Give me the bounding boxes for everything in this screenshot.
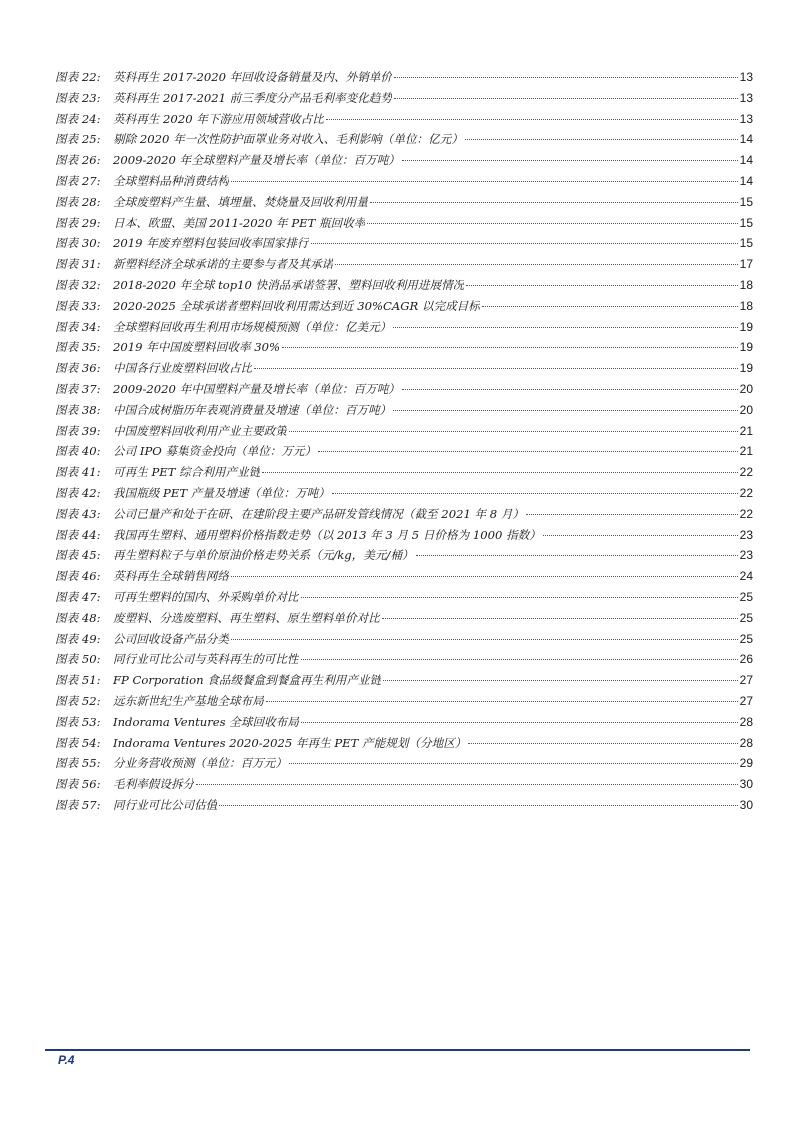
toc-entry-label: 图表 22: <box>55 70 101 84</box>
toc-dot-leader <box>301 722 738 723</box>
toc-dot-leader <box>266 701 738 702</box>
toc-entry-page-number[interactable]: 27 <box>739 693 753 708</box>
toc-entry-label: 图表 24: <box>55 111 101 126</box>
toc-dot-leader <box>382 618 738 619</box>
toc-entry-page-number[interactable]: 25 <box>739 610 753 625</box>
toc-entry-title[interactable]: 剔除 2020 年一次性防护面罩业务对收入、毛利影响（单位：亿元） <box>113 132 463 147</box>
toc-entry[interactable] <box>55 111 753 132</box>
toc-dot-leader <box>231 639 738 640</box>
toc-entry-label: 图表 32: <box>55 277 101 292</box>
toc-entry-title[interactable]: 2019 年中国废塑料回收率 30% <box>113 340 280 355</box>
toc-entry-page-number[interactable]: 21 <box>739 444 753 459</box>
toc-dot-leader <box>301 597 738 598</box>
toc-entry-title[interactable]: 毛利率假设拆分 <box>113 777 195 792</box>
toc-entry-title[interactable]: 公司 IPO 募集资金投向（单位：万元） <box>113 444 317 459</box>
toc-entry-title[interactable]: 英科再生 2017-2021 前三季度分产品毛利率变化趋势 <box>113 90 392 105</box>
toc-entry-title[interactable]: 全球塑料回收再生利用市场规模预测（单位：亿美元） <box>113 319 392 334</box>
toc-entry-title[interactable]: 分业务营收预测（单位：百万元） <box>113 756 287 771</box>
toc-dot-leader <box>311 243 738 244</box>
toc-entry-label: 图表 46: <box>55 569 101 584</box>
toc-entry[interactable] <box>55 215 753 236</box>
toc-dot-leader <box>231 181 738 182</box>
toc-dot-leader <box>219 805 737 806</box>
toc-entry[interactable] <box>55 589 753 610</box>
toc-entry-label: 图表 34: <box>55 319 101 334</box>
toc-dot-leader <box>370 202 738 203</box>
toc-entry-page-number[interactable]: 21 <box>739 423 753 438</box>
toc-entry-title[interactable]: 中国各行业废塑料回收占比 <box>113 361 253 376</box>
toc-entry-title[interactable]: 2009-2020 年中国塑料产量及增长率（单位：百万吨） <box>113 381 400 396</box>
toc-entry-title[interactable]: 我国再生塑料、通用塑料价格指数走势（以 2013 年 3 月 5 日价格为 1000 指数） <box>113 527 541 542</box>
toc-entry-label: 图表 53: <box>55 714 101 729</box>
toc-entry-title[interactable]: 英科再生 2020 年下游应用领域营收占比 <box>113 111 324 126</box>
toc-entry-page-number[interactable]: 15 <box>739 236 753 251</box>
toc-entry-label: 图表 31: <box>55 257 101 272</box>
toc-dot-leader <box>416 555 738 556</box>
toc-dot-leader <box>196 784 737 785</box>
toc-entry-title[interactable]: 2019 年废弃塑料包装回收率国家排行 <box>113 236 309 251</box>
toc-entry[interactable] <box>55 277 753 298</box>
toc-dot-leader <box>289 763 738 764</box>
toc-entry-label: 图表 49: <box>55 631 101 646</box>
toc-entry-page-number[interactable]: 30 <box>739 797 753 812</box>
toc-entry-page-number[interactable]: 22 <box>739 485 753 500</box>
toc-entry[interactable] <box>55 651 753 672</box>
toc-entry[interactable] <box>55 131 753 152</box>
toc-dot-leader <box>282 347 738 348</box>
toc-dot-leader <box>289 431 738 432</box>
toc-entry-title[interactable]: 我国瓶级 PET 产量及增速（单位：万吨） <box>113 485 330 500</box>
toc-entry-title[interactable]: 远东新世纪生产基地全球布局 <box>113 693 264 708</box>
toc-entry-title[interactable]: 再生塑料粒子与单价原油价格走势关系（元/kg，美元/桶） <box>113 548 414 563</box>
toc-entry-title[interactable]: 新塑料经济全球承诺的主要参与者及其承诺 <box>113 257 334 272</box>
toc-entry[interactable] <box>55 235 753 256</box>
toc-entry-label: 图表 39: <box>55 423 101 438</box>
toc-entry-label: 图表 45: <box>55 548 101 563</box>
toc-entry-label: 图表 50: <box>55 652 101 667</box>
toc-entry-title[interactable]: FP Corporation 食品级餐盒到餐盒再生利用产业链 <box>113 673 382 688</box>
toc-entry[interactable] <box>55 298 753 319</box>
toc-dot-leader <box>466 285 737 286</box>
toc-entry[interactable] <box>55 797 753 818</box>
toc-entry[interactable] <box>55 714 753 735</box>
toc-entry-page-number[interactable]: 14 <box>739 153 753 168</box>
toc-entry-page-number[interactable]: 18 <box>739 298 753 313</box>
toc-entry-title[interactable]: 全球废塑料产生量、填埋量、焚烧量及回收利用量 <box>113 194 369 209</box>
toc-entry-title[interactable]: 英科再生 2017-2020 年回收设备销量及内、外销单价 <box>113 70 392 84</box>
toc-entry-page-number[interactable]: 30 <box>739 777 753 792</box>
toc-entry[interactable] <box>55 506 753 527</box>
toc-entry-page-number[interactable]: 13 <box>739 111 753 126</box>
toc-entry-label: 图表 55: <box>55 756 101 771</box>
toc-entry-label: 图表 41: <box>55 465 101 480</box>
toc-entry-title[interactable]: 中国废塑料回收利用产业主要政策 <box>113 423 287 438</box>
toc-entry-label: 图表 47: <box>55 589 101 604</box>
toc-entry-page-number[interactable]: 20 <box>739 402 753 417</box>
toc-entry[interactable] <box>55 631 753 652</box>
toc-entry-label: 图表 43: <box>55 506 101 521</box>
toc-entry-page-number[interactable]: 14 <box>739 173 753 188</box>
toc-entry-label: 图表 33: <box>55 298 101 313</box>
toc-entry-label: 图表 29: <box>55 215 101 230</box>
toc-entry-title[interactable]: Indorama Ventures 2020-2025 年再生 PET 产能规划（分地区） <box>113 735 467 750</box>
toc-entry[interactable] <box>55 527 753 548</box>
toc-dot-leader <box>326 119 738 120</box>
toc-entry-title[interactable]: Indorama Ventures 全球回收布局 <box>113 714 299 729</box>
toc-entry-title[interactable]: 2009-2020 年全球塑料产量及增长率（单位：百万吨） <box>113 153 400 168</box>
toc-dot-leader <box>402 389 738 390</box>
toc-dot-leader <box>301 659 738 660</box>
toc-dot-leader <box>394 98 738 99</box>
toc-entry-page-number[interactable]: 27 <box>739 673 753 688</box>
toc-entry[interactable] <box>55 194 753 215</box>
toc-entry-label: 图表 36: <box>55 361 101 376</box>
toc-entry[interactable] <box>55 443 753 464</box>
toc-entry-title[interactable]: 全球塑料品种消费结构 <box>113 173 229 188</box>
toc-entry[interactable] <box>55 755 753 776</box>
toc-entry-page-number[interactable]: 26 <box>739 652 753 667</box>
toc-dot-leader <box>468 743 737 744</box>
toc-entry-label: 图表 37: <box>55 381 101 396</box>
toc-entry-label: 图表 44: <box>55 527 101 542</box>
toc-entry[interactable] <box>55 485 753 506</box>
toc-entry[interactable] <box>55 693 753 714</box>
toc-entry-label: 图表 25: <box>55 132 101 147</box>
toc-entry-page-number[interactable]: 25 <box>739 631 753 646</box>
toc-entry-label: 图表 51: <box>55 673 101 688</box>
toc-entry-title[interactable]: 可再生塑料的国内、外采购单价对比 <box>113 589 299 604</box>
toc-dot-leader <box>231 576 738 577</box>
toc-entry-page-number[interactable]: 20 <box>739 381 753 396</box>
toc-dot-leader <box>393 327 737 328</box>
toc-entry-label: 图表 54: <box>55 735 101 750</box>
toc-entry[interactable] <box>55 90 753 111</box>
toc-dot-leader <box>254 368 738 369</box>
toc-entry-label: 图表 26: <box>55 153 101 168</box>
toc-entry[interactable] <box>55 173 753 194</box>
toc-entry-page-number[interactable]: 19 <box>739 340 753 355</box>
toc-entry-page-number[interactable]: 13 <box>739 90 753 105</box>
toc-dot-leader <box>543 535 738 536</box>
toc-dot-leader <box>482 306 738 307</box>
toc-entry-page-number[interactable]: 22 <box>739 506 753 521</box>
toc-entry[interactable] <box>55 464 753 485</box>
toc-entry-label: 图表 56: <box>55 777 101 792</box>
toc-entry-label: 图表 57: <box>55 797 101 812</box>
toc-entry[interactable] <box>55 319 753 340</box>
toc-entry-title[interactable]: 日本、欧盟、美国 2011-2020 年 PET 瓶回收率 <box>113 215 366 230</box>
toc-entry[interactable] <box>55 339 753 360</box>
toc-entry-label: 图表 48: <box>55 610 101 625</box>
toc-entry-page-number[interactable]: 23 <box>739 527 753 542</box>
toc-dot-leader <box>318 451 737 452</box>
toc-entry-title[interactable]: 同行业可比公司估值 <box>113 797 218 812</box>
toc-entry[interactable] <box>55 547 753 568</box>
toc-entry-page-number[interactable]: 28 <box>739 714 753 729</box>
toc-entry-label: 图表 42: <box>55 485 101 500</box>
toc-dot-leader <box>335 264 737 265</box>
toc-dot-leader <box>394 77 738 78</box>
toc-entry-title[interactable]: 英科再生全球销售网络 <box>113 569 229 584</box>
toc-entry-page-number[interactable]: 25 <box>739 589 753 604</box>
toc-entry-page-number[interactable]: 14 <box>739 132 753 147</box>
toc-entry-label: 图表 28: <box>55 194 101 209</box>
toc-dot-leader <box>383 680 737 681</box>
toc-dot-leader <box>262 472 737 473</box>
toc-entry[interactable] <box>55 381 753 402</box>
toc-entry-page-number[interactable]: 17 <box>739 257 753 272</box>
figure-index-list <box>55 69 753 818</box>
toc-entry-label: 图表 40: <box>55 444 101 459</box>
toc-entry[interactable] <box>55 402 753 423</box>
toc-entry[interactable] <box>55 672 753 693</box>
toc-entry-label: 图表 30: <box>55 236 101 251</box>
toc-entry-page-number[interactable]: 24 <box>739 569 753 584</box>
toc-entry-label: 图表 38: <box>55 402 101 417</box>
toc-dot-leader <box>526 514 738 515</box>
toc-entry-page-number[interactable]: 13 <box>739 70 753 84</box>
toc-entry-label: 图表 27: <box>55 173 101 188</box>
toc-entry-page-number[interactable]: 29 <box>739 756 753 771</box>
toc-entry-title[interactable]: 2020-2025 全球承诺者塑料回收利用需达到近 30%CAGR 以完成目标 <box>113 298 480 313</box>
toc-entry-title[interactable]: 可再生 PET 综合利用产业链 <box>113 465 261 480</box>
toc-dot-leader <box>393 410 737 411</box>
toc-entry-title[interactable]: 同行业可比公司与英科再生的可比性 <box>113 652 299 667</box>
toc-entry-page-number[interactable]: 22 <box>739 465 753 480</box>
toc-entry-label: 图表 23: <box>55 90 101 105</box>
toc-entry[interactable] <box>55 423 753 444</box>
toc-entry-title[interactable]: 公司回收设备产品分类 <box>113 631 229 646</box>
footer-divider <box>45 1049 750 1051</box>
toc-entry-title[interactable]: 2018-2020 年全球 top10 快消品承诺签署、塑料回收利用进展情况 <box>113 277 465 292</box>
toc-entry[interactable] <box>55 360 753 381</box>
toc-entry[interactable] <box>55 69 753 90</box>
page-number: P.4 <box>58 1053 75 1067</box>
toc-entry-page-number[interactable]: 15 <box>739 194 753 209</box>
toc-entry[interactable] <box>55 776 753 797</box>
toc-dot-leader <box>402 160 738 161</box>
toc-entry[interactable] <box>55 152 753 173</box>
toc-entry[interactable] <box>55 568 753 589</box>
toc-entry-label: 图表 35: <box>55 340 101 355</box>
toc-entry-page-number[interactable]: 28 <box>739 735 753 750</box>
toc-dot-leader <box>332 493 738 494</box>
toc-dot-leader <box>367 223 737 224</box>
toc-entry-page-number[interactable]: 19 <box>739 361 753 376</box>
toc-entry[interactable] <box>55 735 753 756</box>
toc-entry-title[interactable]: 废塑料、分选废塑料、再生塑料、原生塑料单价对比 <box>113 610 380 625</box>
toc-dot-leader <box>465 139 738 140</box>
toc-entry-page-number[interactable]: 15 <box>739 215 753 230</box>
toc-entry-title[interactable]: 中国合成树脂历年表观消费量及增速（单位：百万吨） <box>113 402 392 417</box>
toc-entry[interactable] <box>55 610 753 631</box>
toc-entry-title[interactable]: 公司已量产和处于在研、在建阶段主要产品研发管线情况（截至 2021 年 8 月） <box>113 506 525 521</box>
toc-entry-label: 图表 52: <box>55 693 101 708</box>
toc-entry-page-number[interactable]: 18 <box>739 277 753 292</box>
toc-entry-page-number[interactable]: 19 <box>739 319 753 334</box>
toc-entry-page-number[interactable]: 23 <box>739 548 753 563</box>
toc-entry[interactable] <box>55 256 753 277</box>
